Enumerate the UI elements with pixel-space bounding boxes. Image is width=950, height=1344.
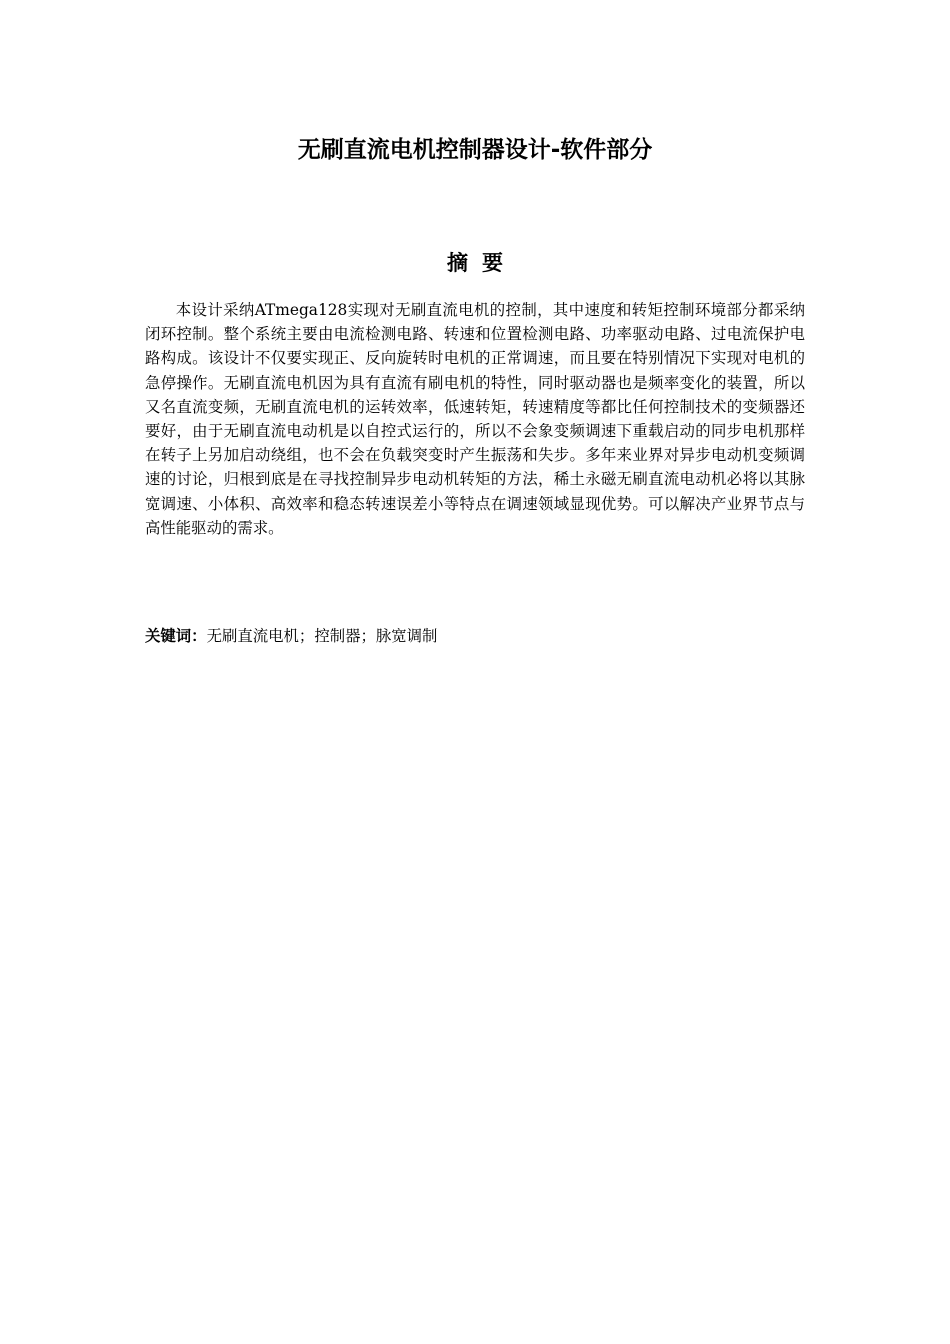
keywords-line	[145, 624, 805, 648]
document-title: 无刷直流电机控制器设计-软件部分	[297, 137, 653, 163]
abstract-body: 本设计采纳ATmega128实现对无刷直流电机的控制，其中速度和转矩控制环境部分都采纳闭环控制。整个系统主要由电流检测电路、转速和位置检测电路、功率驱动电路、过电流保护电路构成。该设计不仅要实现正、反向旋转时电机的正常调速，而且要在特别情况下实现对电机的急停操作。无刷直流电机因为具有直流有刷电机的特性，同时驱动器也是频率变化的装置，所以又名直流变频，无刷直流电机的运转效率，低速转矩，转速精度等都比任何控制技术的变频器还要好，由于无刷直流电动机是以自控式运行的，所以不会象变频调速下重载启动的同步电机那样在转子上另加启动绕组，也不会在负载突变时产生振荡和失步。多年来业界对异步电动机变频调速的讨论，归根到底是在寻找控制异步电动机转矩的方法，稀土永磁无刷直流电动机必将以其脉宽调速、小体积、高效率和稳态转速误差小等特点在调速领域显现优势。可以解决产业界节点与高性能驱动的需求。	[145, 301, 805, 537]
abstract-heading: 摘要	[447, 251, 517, 275]
keywords-value: 无刷直流电机；控制器；脉宽调制	[206, 627, 438, 645]
keywords-label: 关键词：	[145, 627, 207, 645]
